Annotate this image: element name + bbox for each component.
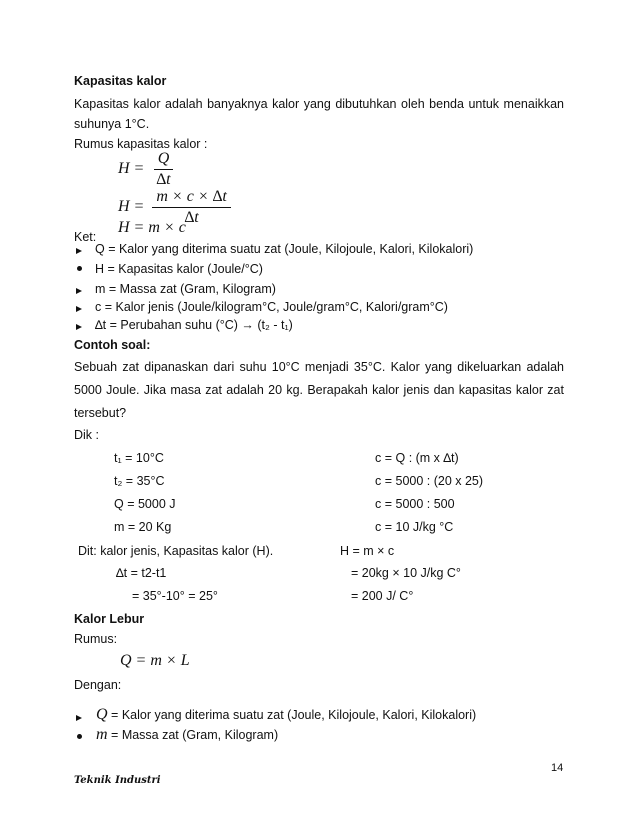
calc-delta-t-2: = 35°-10° = 25° xyxy=(132,589,218,603)
calc-h-3: = 200 J/ C° xyxy=(351,589,414,603)
dik-label: Dik : xyxy=(74,428,99,442)
ket-item-m: m = Massa zat (Gram, Kilogram) xyxy=(95,282,276,296)
formula-kalor-lebur: Q = m × L xyxy=(120,652,190,669)
section-heading-kapasitas: Kapasitas kalor xyxy=(74,74,167,88)
ket-label: Ket: xyxy=(74,230,97,244)
bullet-icon xyxy=(76,306,82,312)
bullet-icon xyxy=(76,288,82,294)
page-number: 14 xyxy=(551,762,564,774)
dik-t2: t₂ = 35°C xyxy=(114,474,165,488)
formula-1-lhs: H = xyxy=(118,160,145,178)
bullet-icon xyxy=(76,715,82,721)
formula-1-denominator: ∆t xyxy=(156,171,171,188)
ket-item-delta-t: ∆t = Perubahan suhu (°C) → (t₂ - t₁) xyxy=(95,318,293,332)
calc-c-2: c = 5000 : (20 x 25) xyxy=(375,474,484,488)
dik-t1: t₁ = 10°C xyxy=(114,451,164,465)
formula-kapasitas-3: H = m × c xyxy=(118,219,186,236)
ket-item-q: Q = Kalor yang diterima suatu zat (Joule, Kilojoule, Kalori, Kilokalori) xyxy=(95,242,474,256)
symbol-m: m xyxy=(96,726,108,743)
dengan-item-m-text: = Massa zat (Gram, Kilogram) xyxy=(111,728,279,742)
calc-h-2: = 20kg × 10 J/kg C° xyxy=(351,566,461,580)
dengan-item-m xyxy=(96,726,278,744)
definition-paragraph: Kapasitas kalor adalah banyaknya kalor yang dibutuhkan oleh benda untuk menaikkan suhunya 1°C. xyxy=(74,97,564,131)
dit-label: Dit: kalor jenis, Kapasitas kalor (H). xyxy=(78,544,274,558)
bullet-icon xyxy=(77,734,82,739)
footer-text: Teknik Industri xyxy=(74,775,161,786)
dik-q: Q = 5000 J xyxy=(114,497,176,511)
contoh-soal-heading: Contoh soal: xyxy=(74,338,151,352)
calc-c-1: c = Q : (m x ∆t) xyxy=(375,451,459,465)
dengan-item-q-text: = Kalor yang diterima suatu zat (Joule, Kilojoule, Kalori, Kilokalori) xyxy=(111,708,477,722)
bullet-icon xyxy=(76,324,82,330)
bullet-icon xyxy=(76,248,82,254)
formula-2-lhs: H = xyxy=(118,198,145,216)
symbol-q: Q xyxy=(96,706,108,723)
formula-2-denominator: ∆t xyxy=(184,209,199,226)
bullet-icon xyxy=(77,266,82,271)
formula-kapasitas-1 xyxy=(118,150,175,189)
formula-1-numerator: Q xyxy=(154,150,174,170)
ket-item-h: H = Kapasitas kalor (Joule/°C) xyxy=(95,262,263,276)
calc-h-1: H = m × c xyxy=(340,544,395,558)
section-heading-kalor-lebur: Kalor Lebur xyxy=(74,612,145,626)
ket-item-c: c = Kalor jenis (Joule/kilogram°C, Joule/gram°C, Kalori/gram°C) xyxy=(95,300,448,314)
rumus-lebur-label: Rumus: xyxy=(74,632,118,646)
rumus-label: Rumus kapasitas kalor : xyxy=(74,137,208,151)
calc-c-4: c = 10 J/kg °C xyxy=(375,520,454,534)
calc-delta-t-1: ∆t = t2-t1 xyxy=(116,566,167,580)
calc-c-3: c = 5000 : 500 xyxy=(375,497,455,511)
dengan-item-q xyxy=(96,706,476,724)
dik-m: m = 20 Kg xyxy=(114,520,172,534)
dengan-label: Dengan: xyxy=(74,678,122,692)
formula-2-numerator: m × c × ∆t xyxy=(152,188,230,208)
contoh-soal-paragraph: Sebuah zat dipanaskan dari suhu 10°C menjadi 35°C. Kalor yang dikeluarkan adalah 5000 Joule. Jika masa zat adalah 20 kg. Berapakah kalor jenis dan kapasitas kalor zat tersebut? xyxy=(74,360,564,420)
